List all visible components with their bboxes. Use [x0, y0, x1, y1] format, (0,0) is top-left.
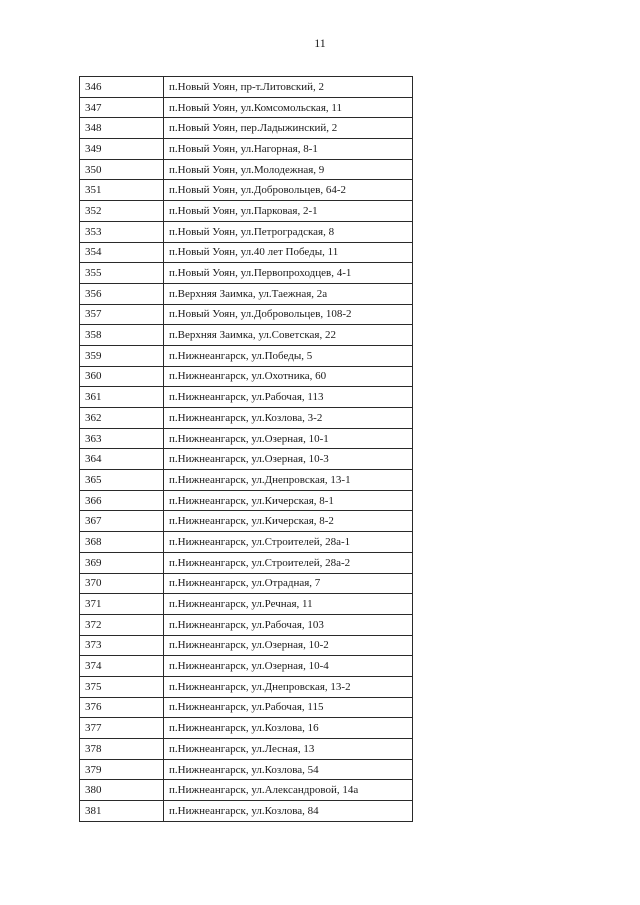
address-cell: п.Нижнеангарск, ул.Кичерская, 8-2	[164, 511, 413, 532]
row-number-cell: 379	[80, 759, 164, 780]
row-number-cell: 372	[80, 614, 164, 635]
table-row	[80, 656, 413, 677]
table-row	[80, 780, 413, 801]
page-number: 11	[314, 36, 326, 50]
row-number-cell: 373	[80, 635, 164, 656]
address-cell: п.Нижнеангарск, ул.Рабочая, 103	[164, 614, 413, 635]
table-row	[80, 118, 413, 139]
address-cell: п.Нижнеангарск, ул.Днепровская, 13-2	[164, 676, 413, 697]
table-row	[80, 428, 413, 449]
row-number-cell: 364	[80, 449, 164, 470]
row-number-cell: 366	[80, 490, 164, 511]
row-number-cell: 358	[80, 325, 164, 346]
table-row	[80, 635, 413, 656]
table-row	[80, 511, 413, 532]
row-number-cell: 362	[80, 408, 164, 429]
row-number-cell: 381	[80, 801, 164, 822]
row-number-cell: 380	[80, 780, 164, 801]
row-number-cell: 346	[80, 77, 164, 98]
table-row	[80, 387, 413, 408]
address-cell: п.Верхняя Заимка, ул.Советская, 22	[164, 325, 413, 346]
table-row	[80, 242, 413, 263]
address-cell: п.Нижнеангарск, ул.Лесная, 13	[164, 739, 413, 760]
address-cell: п.Нижнеангарск, ул.Озерная, 10-1	[164, 428, 413, 449]
row-number-cell: 371	[80, 594, 164, 615]
address-cell: п.Новый Уоян, пер.Ладыжинский, 2	[164, 118, 413, 139]
row-number-cell: 359	[80, 345, 164, 366]
address-cell: п.Нижнеангарск, ул.Озерная, 10-2	[164, 635, 413, 656]
address-cell: п.Нижнеангарск, ул.Кичерская, 8-1	[164, 490, 413, 511]
address-cell: п.Новый Уоян, ул.Петроградская, 8	[164, 221, 413, 242]
table-row	[80, 408, 413, 429]
table-row	[80, 759, 413, 780]
address-cell: п.Новый Уоян, ул.Молодежная, 9	[164, 159, 413, 180]
table-row	[80, 325, 413, 346]
address-cell: п.Нижнеангарск, ул.Александровой, 14а	[164, 780, 413, 801]
address-cell: п.Нижнеангарск, ул.Козлова, 16	[164, 718, 413, 739]
table-row	[80, 159, 413, 180]
table-row	[80, 221, 413, 242]
row-number-cell: 363	[80, 428, 164, 449]
row-number-cell: 354	[80, 242, 164, 263]
address-table	[79, 76, 413, 822]
row-number-cell: 374	[80, 656, 164, 677]
row-number-cell: 377	[80, 718, 164, 739]
table-row	[80, 180, 413, 201]
table-row	[80, 77, 413, 98]
row-number-cell: 356	[80, 283, 164, 304]
address-cell: п.Нижнеангарск, ул.Озерная, 10-3	[164, 449, 413, 470]
row-number-cell: 367	[80, 511, 164, 532]
table-row	[80, 201, 413, 222]
table-row	[80, 532, 413, 553]
table-row	[80, 139, 413, 160]
table-row	[80, 97, 413, 118]
address-cell: п.Нижнеангарск, ул.Козлова, 84	[164, 801, 413, 822]
address-cell: п.Нижнеангарск, ул.Охотника, 60	[164, 366, 413, 387]
address-table-body	[80, 77, 413, 822]
address-cell: п.Нижнеангарск, ул.Строителей, 28а-1	[164, 532, 413, 553]
row-number-cell: 351	[80, 180, 164, 201]
row-number-cell: 349	[80, 139, 164, 160]
address-cell: п.Новый Уоян, ул.Нагорная, 8-1	[164, 139, 413, 160]
table-row	[80, 718, 413, 739]
table-row	[80, 697, 413, 718]
row-number-cell: 350	[80, 159, 164, 180]
row-number-cell: 378	[80, 739, 164, 760]
address-cell: п.Новый Уоян, ул.Добровольцев, 108-2	[164, 304, 413, 325]
address-cell: п.Верхняя Заимка, ул.Таежная, 2а	[164, 283, 413, 304]
table-row	[80, 470, 413, 491]
address-cell: п.Нижнеангарск, ул.Рабочая, 115	[164, 697, 413, 718]
table-row	[80, 573, 413, 594]
row-number-cell: 348	[80, 118, 164, 139]
address-cell: п.Нижнеангарск, ул.Озерная, 10-4	[164, 656, 413, 677]
table-row	[80, 263, 413, 284]
table-row	[80, 552, 413, 573]
address-cell: п.Нижнеангарск, ул.Строителей, 28а-2	[164, 552, 413, 573]
address-cell: п.Нижнеангарск, ул.Победы, 5	[164, 345, 413, 366]
table-row	[80, 345, 413, 366]
address-cell: п.Нижнеангарск, ул.Рабочая, 113	[164, 387, 413, 408]
row-number-cell: 368	[80, 532, 164, 553]
address-cell: п.Новый Уоян, пр-т.Литовский, 2	[164, 77, 413, 98]
table-row	[80, 304, 413, 325]
address-cell: п.Нижнеангарск, ул.Днепровская, 13-1	[164, 470, 413, 491]
table-row	[80, 490, 413, 511]
table-row	[80, 366, 413, 387]
row-number-cell: 370	[80, 573, 164, 594]
address-cell: п.Нижнеангарск, ул.Козлова, 3-2	[164, 408, 413, 429]
address-cell: п.Нижнеангарск, ул.Отрадная, 7	[164, 573, 413, 594]
row-number-cell: 375	[80, 676, 164, 697]
table-row	[80, 676, 413, 697]
table-row	[80, 801, 413, 822]
row-number-cell: 369	[80, 552, 164, 573]
row-number-cell: 361	[80, 387, 164, 408]
table-row	[80, 614, 413, 635]
address-cell: п.Новый Уоян, ул.40 лет Победы, 11	[164, 242, 413, 263]
table-row	[80, 739, 413, 760]
table-row	[80, 283, 413, 304]
row-number-cell: 360	[80, 366, 164, 387]
row-number-cell: 357	[80, 304, 164, 325]
table-row	[80, 449, 413, 470]
address-cell: п.Новый Уоян, ул.Комсомольская, 11	[164, 97, 413, 118]
row-number-cell: 355	[80, 263, 164, 284]
row-number-cell: 347	[80, 97, 164, 118]
row-number-cell: 353	[80, 221, 164, 242]
row-number-cell: 376	[80, 697, 164, 718]
table-row	[80, 594, 413, 615]
address-cell: п.Новый Уоян, ул.Парковая, 2-1	[164, 201, 413, 222]
address-cell: п.Новый Уоян, ул.Добровольцев, 64-2	[164, 180, 413, 201]
address-cell: п.Нижнеангарск, ул.Речная, 11	[164, 594, 413, 615]
row-number-cell: 352	[80, 201, 164, 222]
address-cell: п.Новый Уоян, ул.Первопроходцев, 4-1	[164, 263, 413, 284]
row-number-cell: 365	[80, 470, 164, 491]
address-cell: п.Нижнеангарск, ул.Козлова, 54	[164, 759, 413, 780]
